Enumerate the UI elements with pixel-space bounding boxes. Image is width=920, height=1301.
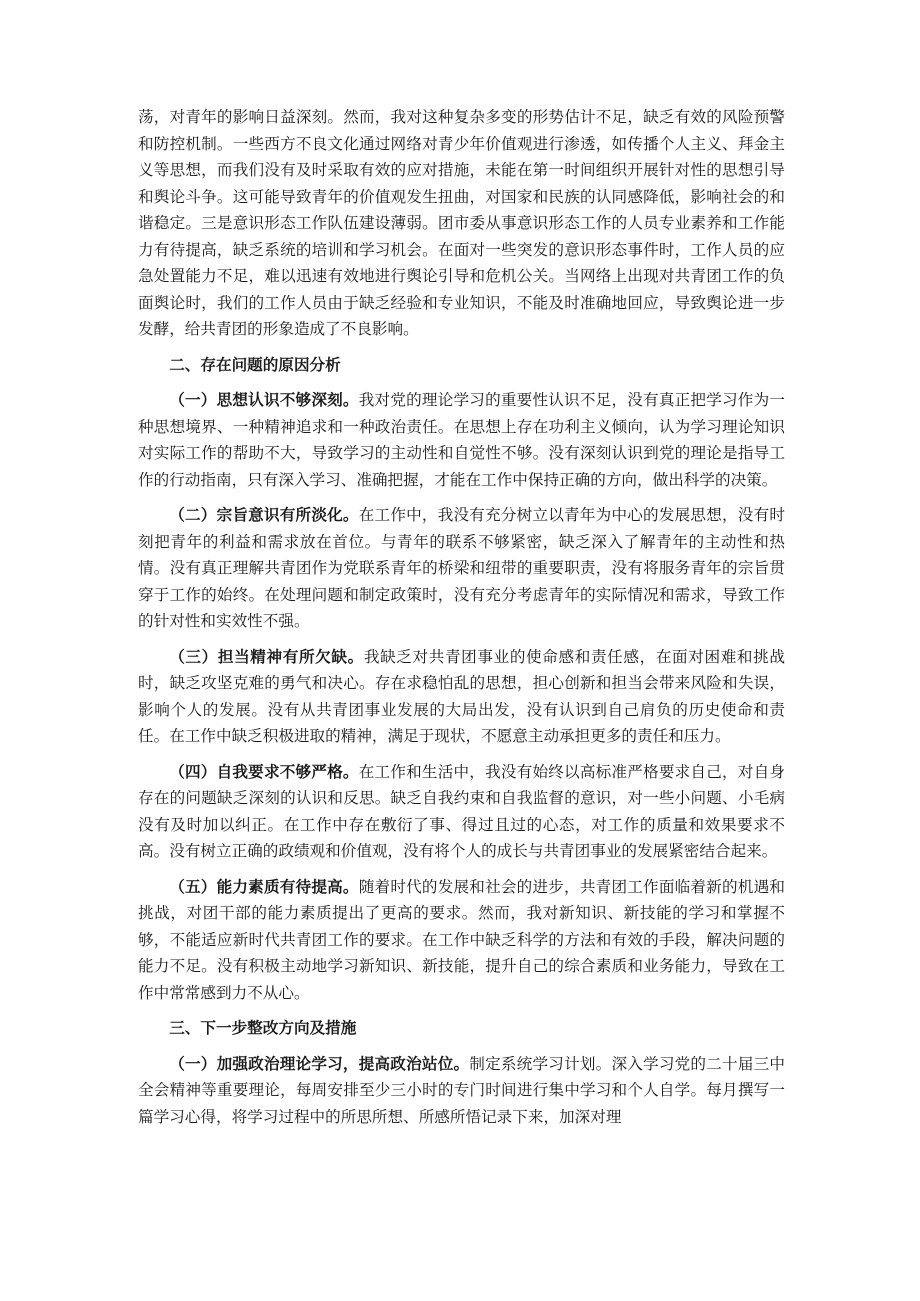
document-body bbox=[138, 104, 785, 1139]
cause-lead-2: （二）宗旨意识有所淡化。 bbox=[169, 505, 359, 524]
cause-text-2: 在工作中，我没有充分树立以青年为中心的发展思想，没有时刻把青年的利益和需求放在首位。与青年的联系不够紧密，缺乏深入了解青年的主动性和热情。没有真正理解共青团作为党联系青年的桥梁和纽带的重要职责，没有将服务青年的宗旨贯穿于工作的始终。在处理问题和制定政策时，没有充分考虑青年的实际情况和需求，导致工作的针对性和实效性不强。 bbox=[138, 506, 785, 630]
cause-lead-3: （三）担当精神有所欠缺。 bbox=[169, 646, 364, 666]
cause-text-5: 随着时代的发展和社会的进步，共青团工作面临着新的机遇和挑战，对团干部的能力素质提出了更高的要求。然而，我对新知识、新技能的学习和掌握不够，不能适应新时代共青团工作的要求。在工作中缺乏科学的方法和有效的手段，解决问题的能力不足。没有积极主动地学习新知识、新技能，提升自己的综合素质和业务能力，导致在工作中常常感到力不从心。 bbox=[138, 877, 785, 1002]
cause-lead-5: （五）能力素质有待提高。 bbox=[169, 876, 359, 896]
continuation-paragraph: 荡，对青年的影响日益深刻。然而，我对这种复杂多变的形势估计不足，缺乏有效的风险预警和防控机制。一些西方不良文化通过网络对青少年价值观进行渗透，如传播个人主义、拜金主义等思想，而我们没有及时采取有效的应对措施，未能在第一时间组织开展针对性的思想引导和舆论斗争。这可能导致青年的价值观发生扭曲，对国家和民族的认同感降低，影响社会的和谐稳定。三是意识形态工作队伍建设薄弱。团市委从事意识形态工作的人员专业素养和工作能力有待提高，缺乏系统的培训和学习机会。在面对一些突发的意识形态事件时，工作人员的应急处置能力不足，难以迅速有效地进行舆论引导和危机公关。当网络上出现对共青团工作的负面舆论时，我们的工作人员由于缺乏经验和专业知识，不能及时准确地回应，导致舆论进一步发酵，给共青团的形象造成了不良影响。 bbox=[138, 108, 785, 338]
measure-lead-1: （一）加强政治理论学习，提高政治站位。 bbox=[169, 1053, 470, 1073]
cause-paragraph-1 bbox=[138, 387, 785, 493]
measure-text-1: 制定系统学习计划。深入学习党的二十届三中全会精神等重要理论，每周安排至少三小时的专门时间进行集中学习和个人自学。每月撰写一篇学习心得，将学习过程中的所思所想、所感所悟记录下来，加深对理 bbox=[138, 1054, 785, 1126]
cause-lead-1: （一）思想认识不够深刻。 bbox=[169, 390, 359, 409]
section-heading-measures: 三、下一步整改方向及措施 bbox=[169, 1018, 357, 1037]
section-heading-causes: 二、存在问题的原因分析 bbox=[169, 354, 341, 374]
cause-paragraph-2 bbox=[138, 502, 785, 635]
measure-paragraph-1 bbox=[138, 1051, 785, 1131]
cause-paragraph-5 bbox=[138, 874, 785, 1007]
cause-paragraph-4 bbox=[138, 759, 785, 865]
cause-text-1: 我对党的理论学习的重要性认识不足，没有真正把学习作为一种思想境界、一种精神追求和一种政治责任。在思想上存在功利主义倾向，认为学习理论知识对实际工作的帮助不大，导致学习的主动性和自觉性不够。没有深刻认识到党的理论是指导工作的行动指南，只有深入学习、准确把握，才能在工作中保持正确的方向，做出科学的决策。 bbox=[138, 391, 785, 489]
cause-text-4: 在工作和生活中，我没有始终以高标准严格要求自己，对自身存在的问题缺乏深刻的认识和反思。缺乏自我约束和自我监督的意识，对一些小问题、小毛病没有及时加以纠正。在工作中存在敷衍了事、得过且过的心态，对工作的质量和效果要求不高。没有树立正确的政绩观和价值观，没有将个人的成长与共青团事业的发展紧密结合起来。 bbox=[138, 762, 785, 860]
cause-paragraph-3 bbox=[138, 644, 785, 750]
cause-text-3: 我缺乏对共青团事业的使命感和责任感，在面对困难和挑战时，缺乏攻坚克难的勇气和决心。存在求稳怕乱的思想，担心创新和担当会带来风险和失误，影响个人的发展。没有从共青团事业发展的大局出发，没有认识到自己肩负的历史使命和责任。在工作中缺乏积极进取的精神，满足于现状，不愿意主动承担更多的责任和压力。 bbox=[138, 647, 785, 745]
cause-lead-4: （四）自我要求不够严格。 bbox=[169, 761, 359, 781]
